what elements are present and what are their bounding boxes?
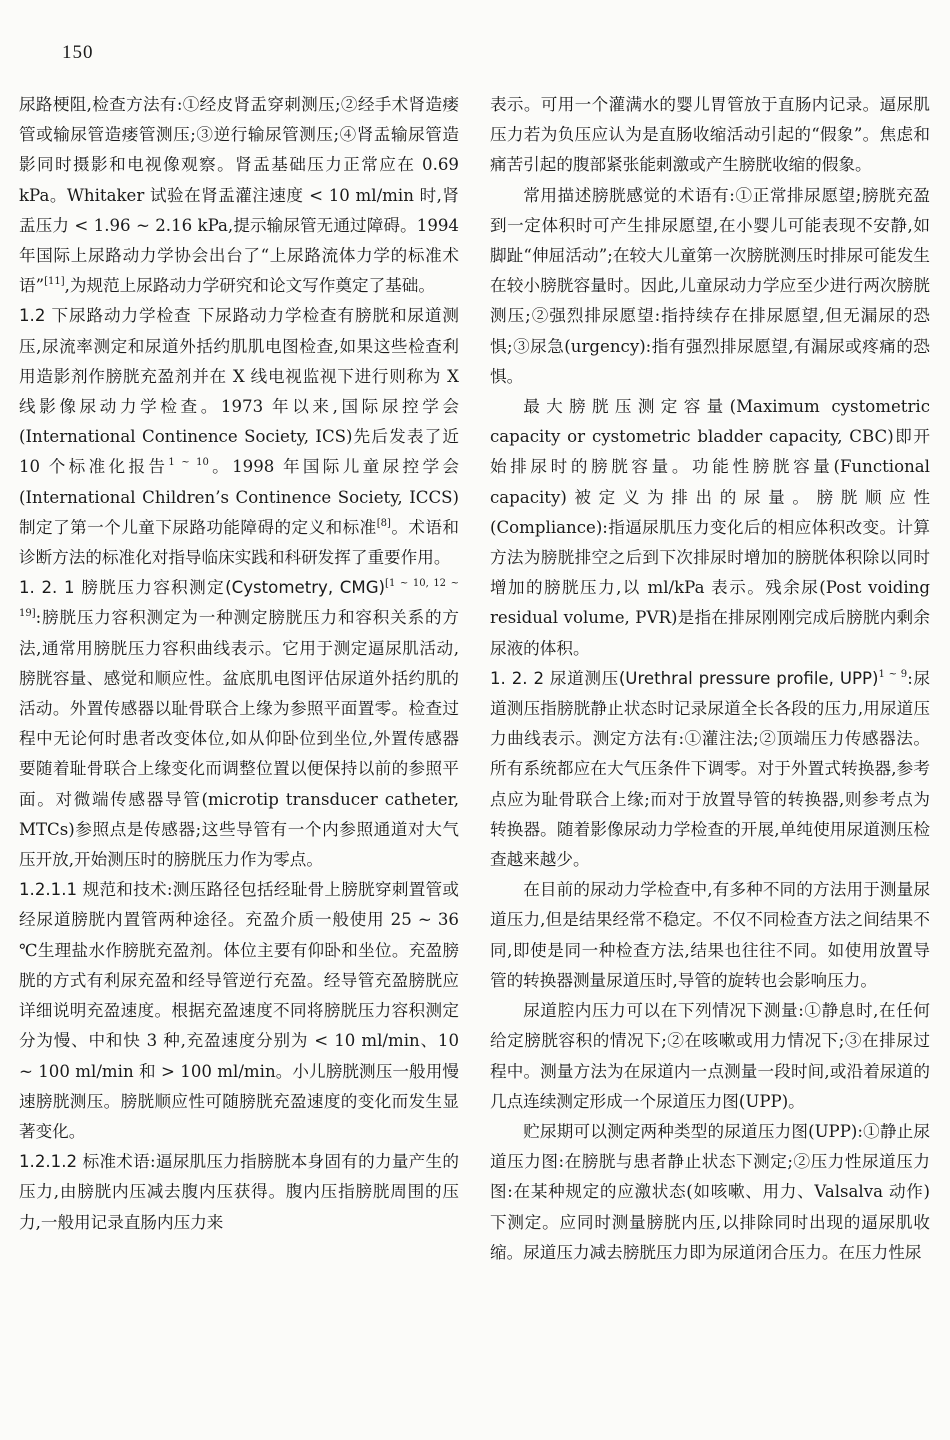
text-run: :尿道测压指膀胱静止状态时记录尿道全长各段的压力,用尿道压力曲线表示。测定方法有:①灌注法;②顶端压力传感器法。所有系统都应在大气压条件下调零。对于外置式转换器,参考点应为耻骨联合上缘;而对于放置导管的转换器,则参考点为转换器。随着影像尿动力学检查的开展,单纯使用尿道测压检查越来越少。: [490, 668, 931, 870]
section-1-2-2: [490, 664, 930, 875]
text-run: 下尿路动力学检查有膀胱和尿道测压,尿流率测定和尿道外括约肌肌电图检查,如果这些检查利用造影剂作膀胱充盈剂并在 X 线电视监视下进行则称为 X 线影像尿动力学检查。1973 年以来,国际尿控学会(International Continence Society, ICS)先后发表了近 10 个标准化报告: [19, 306, 459, 477]
text-run: :逼尿肌压力指膀胱本身固有的力量产生的压力,由膀胱内压减去腹内压获得。腹内压指膀胱周围的压力,一般用记录直肠内压力来: [19, 1152, 459, 1232]
paragraph: 最大膀胱压测定容量(Maximum cystometric capacity or cystometric bladder capacity, CBC)即开始排尿时的膀胱容量。功能性膀胱容量(Functional capacity)被定义为排出的尿量。膀胱顺应性(Compliance):指逼尿肌压力变化后的相应体积改变。计算方法为膀胱排空之后到下次排尿时增加的膀胱体积除以同时增加的膀胱压力,以 ml/kPa 表示。残余尿(Post voiding residual volume, PVR)是指在排尿刚刚完成后膀胱内剩余尿液的体积。: [490, 397, 930, 658]
section-heading: 1. 2. 1 膀胱压力容积测定(Cystometry, CMG): [19, 578, 386, 598]
section-heading: 1.2.1.2 标准术语: [19, 1152, 151, 1172]
section-1-2-1-1: [19, 875, 459, 1147]
citation-ref: [8]: [376, 517, 391, 529]
left-column: [19, 90, 459, 1238]
paragraph: 常用描述膀胱感觉的术语有:①正常排尿愿望;膀胱充盈到一定体积时可产生排尿愿望,在小婴儿可能表现不安静,如脚趾“伸屈活动”;在较大儿童第一次膀胱测压时排尿可能发生在较小膀胱容量时。因此,儿童尿动力学应至少进行两次膀胱测压;②强烈排尿愿望:指持续存在排尿愿望,但无漏尿的恐惧;③尿急(urgency):指有强烈排尿愿望,有漏尿或疼痛的恐惧。: [490, 185, 930, 386]
citation-ref: 1 ~ 9: [878, 668, 908, 680]
section-heading: 1. 2. 2 尿道测压(Urethral pressure profile, UPP): [490, 668, 879, 688]
paragraph: 在目前的尿动力学检查中,有多种不同的方法用于测量尿道压力,但是结果经常不稳定。不仅不同检查方法之间结果不同,即使是同一种检查方法,结果也往往不同。如使用放置导管的转换器测量尿道压时,导管的旋转也会影响压力。: [490, 880, 930, 990]
right-column: [490, 90, 930, 1268]
text-run: :膀胱压力容积测定为一种测定膀胱压力和容积关系的方法,通常用膀胱压力容积曲线表示。它用于测定逼尿肌活动,膀胱容量、感觉和顺应性。盆底肌电图评估尿道外括约肌的活动。外置传感器以耻骨联合上缘为参照平面置零。检查过程中无论何时患者改变体位,如从仰卧位到坐位,外置传感器要随着耻骨联合上缘变化而调整位置以便保持以前的参照平面。对微端传感器导管(microtip transducer catheter, MTCs)参照点是传感器;这些导管有一个内参照通道对大气压开放,开始测压时的膀胱压力作为零点。: [19, 608, 459, 870]
page-number: 150: [62, 42, 94, 63]
text-run: ,为规范上尿路动力学研究和论文写作奠定了基础。: [64, 276, 435, 296]
section-1-2-1: [19, 573, 459, 875]
section-heading: 1.2.1.1 规范和技术: [19, 880, 167, 900]
section-heading: 1.2 下尿路动力学检查: [19, 306, 192, 326]
section-1-2-1-2: [19, 1147, 459, 1238]
text-run: :测压路径包括经耻骨上膀胱穿刺置管或经尿道膀胱内置管两种途径。充盈介质一般使用 25 ~ 36 ℃生理盐水作膀胱充盈剂。体位主要有仰卧和坐位。充盈膀胱的方式有利尿充盈和经导管逆行充盈。经导管充盈膀胱应详细说明充盈速度。根据充盈速度不同将膀胱压力容积测定分为慢、中和快 3 种,充盈速度分别为 < 10 ml/min、10 ~ 100 ml/min 和 > 100 ml/min。小儿膀胱测压一般用慢速膀胱测压。膀胱顺应性可随膀胱充盈速度的变化而发生显著变化。: [19, 880, 459, 1141]
paragraph: 贮尿期可以测定两种类型的尿道压力图(UPP):①静止尿道压力图:在膀胱与患者静止状态下测定;②压力性尿道压力图:在某种规定的应激状态(如咳嗽、用力、Valsalva 动作)下测定。应同时测量膀胱内压,以排除同时出现的逼尿肌收缩。尿道压力减去膀胱压力即为尿道闭合压力。在压力性尿: [490, 1121, 930, 1262]
paragraph: 表示。可用一个灌满水的婴儿胃管放于直肠内记录。逼尿肌压力若为负压应认为是直肠收缩活动引起的“假象”。焦虑和痛苦引起的腹部紧张能刺激或产生膀胱收缩的假象。: [490, 95, 930, 175]
paragraph: [19, 90, 459, 301]
citation-ref: [11]: [44, 276, 65, 288]
citation-ref: [1 ~ 10, 12 ~ 19]: [19, 578, 459, 620]
text-run: 。1998 年国际儿童尿控学会(International Children’s Continence Society, ICCS)制定了第一个儿童下尿路功能障碍的定义和标准: [19, 457, 459, 537]
text-run: 尿路梗阻,检查方法有:①经皮肾盂穿刺测压;②经手术肾造瘘管或输尿管造瘘管测压;③逆行输尿管测压;④肾盂输尿管造影同时摄影和电视像观察。肾盂基础压力正常应在 0.69 kPa。Whitaker 试验在肾盂灌注速度 < 10 ml/min 时,肾盂压力 < 1.96 ~ 2.16 kPa,提示输尿管无通过障碍。1994 年国际上尿路动力学协会出台了“上尿路流体力学的标准术语”: [19, 95, 459, 296]
section-1-2: [19, 301, 459, 573]
citation-ref: 1 ~ 10: [168, 457, 209, 469]
paragraph: 尿道腔内压力可以在下列情况下测量:①静息时,在任何给定膀胱容积的情况下;②在咳嗽或用力情况下;③在排尿过程中。测量方法为在尿道内一点测量一段时间,或沿着尿道的几点连续测定形成一个尿道压力图(UPP)。: [490, 1001, 930, 1111]
text-run: 。术语和诊断方法的标准化对指导临床实践和科研发挥了重要作用。: [19, 517, 460, 568]
